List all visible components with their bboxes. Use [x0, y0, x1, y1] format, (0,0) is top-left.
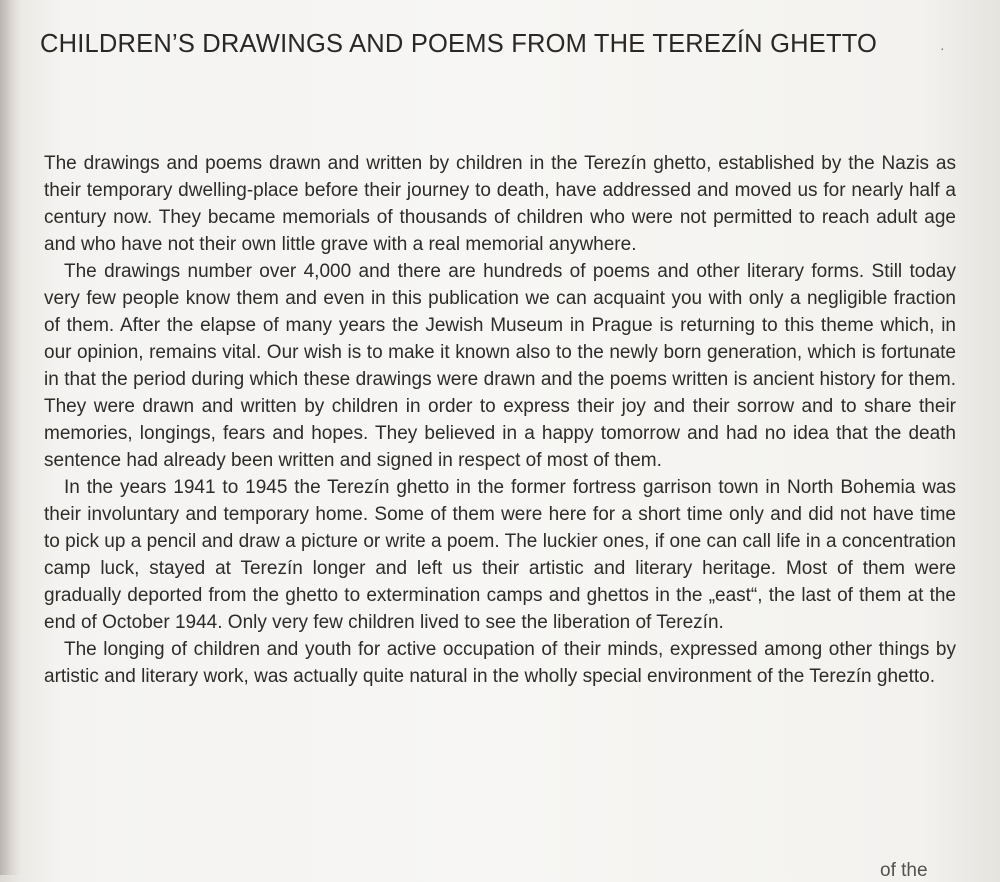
paragraph-1: The drawings and poems drawn and written by children in the Terezín ghetto, established by the Nazis as their temporary dwelling-place before their journey to death, have addressed and moved us for nearly half a century now. They became memorials of thousands of children who were not permitted to reach adult age and who have not their own little grave with a real memorial anywhere. [44, 153, 956, 255]
paragraph-4: The longing of children and youth for active occupation of their minds, expressed among other things by artistic and literary work, was actually quite natural in the wholly special environment of the Terezín ghetto. [44, 639, 956, 687]
page-gutter-shadow [0, 0, 22, 875]
page-title: CHILDREN’S DRAWINGS AND POEMS FROM THE TEREZÍN GHETTO [40, 30, 878, 58]
article-body [44, 150, 956, 690]
corner-mark-icon: · [940, 40, 945, 56]
paragraph-2: The drawings number over 4,000 and there are hundreds of poems and other literary forms. Still today very few people know them and even in this publication we can acquaint you with only a negligible fraction of them. After the elapse of many years the Jewish Museum in Prague is returning to this theme which, in our opinion, remains vital. Our wish is to make it known also to the newly born generation, which is fortunate in that the period during which these drawings were drawn and the poems written is ancient history for them. They were drawn and written by children in order to express their joy and their sorrow and to share their memories, longings, fears and hopes. They believed in a happy tomorrow and had no idea that the death sentence had already been written and signed in respect of most of them. [44, 261, 956, 471]
cut-off-line-fragment: of the [880, 860, 928, 881]
paragraph-3: In the years 1941 to 1945 the Terezín ghetto in the former fortress garrison town in North Bohemia was their involuntary and temporary home. Some of them were here for a short time only and did not have time to pick up a pencil and draw a picture or write a poem. The luckier ones, if one can call life in a concentration camp luck, stayed at Terezín longer and left us their artistic and literary heritage. Most of them were gradually deported from the ghetto to extermination camps and ghettos in the „east“, the last of them at the end of October 1944. Only very few children lived to see the liberation of Terezín. [44, 477, 956, 633]
